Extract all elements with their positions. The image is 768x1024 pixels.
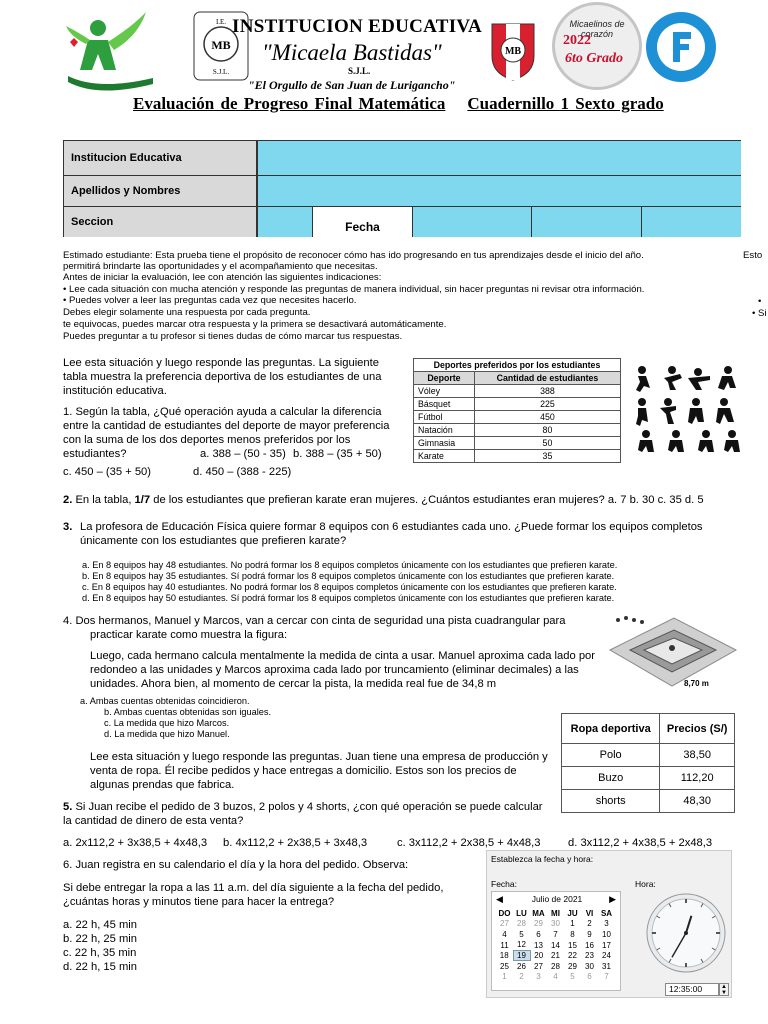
calendar-week <box>496 940 615 951</box>
sports-col-sport: Deporte <box>414 372 475 385</box>
q3-number: 3. <box>63 521 73 533</box>
calendar-day[interactable]: 9 <box>587 929 592 939</box>
calendar-week <box>496 961 615 972</box>
calendar-day[interactable]: 21 <box>551 951 560 961</box>
intro-line-7: te equivocas, puedes marcar otra respuesta y la primera se desactivará automáticamente. <box>63 319 447 330</box>
sports-silhouettes-icon <box>632 362 742 452</box>
grade-badge <box>552 2 642 90</box>
sports-col-count: Cantidad de estudiantes <box>474 372 620 385</box>
seal-right-initials: MB <box>504 46 522 57</box>
calendar-day[interactable]: 11 <box>500 940 509 950</box>
seal-left-top: I.E. <box>215 18 227 26</box>
district-label: S.J.L. <box>348 66 371 76</box>
calendar-day-header: VI <box>585 908 594 918</box>
q4-text-1: 4. Dos hermanos, Manuel y Marcos, van a cercar con cinta de seguridad una pista cuadrangular para <box>63 615 566 627</box>
exam-title: Evaluación de Progreso Final Matemática Cuadernillo 1 Sexto grado <box>133 94 664 113</box>
intro-line-2: permitirá brindarte las oportunidades y el acompañamiento que necesitas. <box>63 261 378 272</box>
intro-line-5: • Puedes volver a leer las preguntas cada vez que necesites hacerlo. <box>63 295 357 306</box>
table-row: Vóley 388 <box>414 385 621 398</box>
seal-left-bottom: S.J.L. <box>212 68 230 76</box>
q3-option-d[interactable]: d. En 8 equipos hay 50 estudiantes. Sí podrá formar los 8 equipos completos únicamente con los estudiantes que prefieren karate. <box>82 593 615 603</box>
calendar-week <box>496 972 615 983</box>
q4-option-b[interactable]: b. Ambas cuentas obtenidas son iguales. <box>104 707 272 717</box>
calendar-day[interactable]: 3 <box>536 972 541 982</box>
prev-month-icon[interactable]: ◀ <box>496 894 503 904</box>
calendar-day[interactable]: 30 <box>551 919 560 929</box>
calendar-day[interactable]: 17 <box>602 940 611 950</box>
institution-heading: INSTITUCION EDUCATIVA <box>232 16 483 37</box>
q1-option-a[interactable]: a. 388 – (50 - 35) <box>200 448 286 460</box>
price-col-price: Precios (S/) <box>660 714 735 744</box>
calendar-day[interactable]: 16 <box>585 940 594 950</box>
calendar-day[interactable]: 14 <box>551 940 560 950</box>
q3-option-c[interactable]: c. En 8 equipos hay 40 estudiantes. No podrá formar los 8 equipos completos únicamente con los estudiantes que prefieren karate. <box>82 582 617 592</box>
karate-track-figure <box>604 610 740 690</box>
table-row: Fútbol 450 <box>414 411 621 424</box>
calendar-day[interactable]: 19 <box>513 950 530 961</box>
calendar-week <box>496 950 615 961</box>
intro-line-1: Estimado estudiante: Esta prueba tiene el propósito de reconocer cómo has ido progresando en tus aprendizajes desde el inicio del año. <box>63 250 644 261</box>
calendar-day[interactable]: 6 <box>536 929 541 939</box>
calendar-day[interactable]: 28 <box>551 961 560 971</box>
q3-option-b[interactable]: b. En 8 equipos hay 35 estudiantes. Sí podrá formar los 8 equipos completos únicamente con los estudiantes que prefieren karate. <box>82 571 615 581</box>
q4-text-3: Luego, cada hermano calcula mentalmente la medida de cinta a usar. Manuel aproxima cada lado por redondeo a las unidades y Marcos aproxima cada lado por truncamiento (eliminar decimales) a las unidades. Ahora bien, al momento de cercar la pista, la medida real fue de 34,8 m <box>90 650 595 690</box>
calendar-day[interactable]: 3 <box>604 919 609 929</box>
q5-option-b[interactable]: b. 4x112,2 + 2x38,5 + 3x48,3 <box>223 837 368 849</box>
q1-option-d[interactable]: d. 450 – (388 - 225) <box>193 466 292 478</box>
calendar-day-header: LU <box>516 908 527 918</box>
calendar-day[interactable]: 24 <box>602 951 611 961</box>
calendar-day[interactable]: 4 <box>553 972 558 982</box>
school-seal-right <box>488 20 538 82</box>
names-input[interactable] <box>257 176 741 206</box>
q6-option-d[interactable]: d. 22 h, 15 min <box>63 961 138 973</box>
table-row: Gimnasia 50 <box>414 437 621 450</box>
calendar-day[interactable]: 29 <box>568 961 577 971</box>
seal-left-initials: MB <box>211 38 231 52</box>
calendar-day[interactable]: 28 <box>517 919 526 929</box>
calendar-day-header: MI <box>551 908 560 918</box>
date-month-input[interactable] <box>531 207 641 237</box>
calendar-day[interactable]: 31 <box>602 961 611 971</box>
q4-option-c[interactable]: c. La medida que hizo Marcos. <box>104 718 230 728</box>
q4-text-2: practicar karate como muestra la figura: <box>90 629 288 641</box>
intro-line-1-tail: Esto <box>743 250 763 261</box>
school-motto: "El Orgullo de San Juan de Lurigancho" <box>248 78 456 92</box>
calendar-day-header: DO <box>498 908 511 918</box>
calendar-day[interactable]: 5 <box>519 929 524 939</box>
situation-2-text: Lee esta situación y luego responde las preguntas. Juan tiene una empresa de producción y venta de ropa. Él recibe pedidos y hace entregas a domicilio. Estos son los precios de algunas prendas que fabrica. <box>90 751 548 791</box>
situation-1-text: Lee esta situación y luego responde las preguntas. La siguiente tabla muestra la preferencia deportiva de los estudiantes de una institución educativa. <box>63 357 382 397</box>
calendar-day-header: JU <box>567 908 578 918</box>
intro-line-4: • Lee cada situación con mucha atención y responde las preguntas de manera individual, sin hacer preguntas ni revisar otra información. <box>63 284 645 295</box>
intro-bullet-b: • Si <box>752 308 767 319</box>
sports-table <box>413 358 621 463</box>
time-label-cal: Hora: <box>635 879 656 889</box>
q1-text: 1. Según la tabla, ¿Qué operación ayuda a calcular la diferencia entre la cantidad de estudiantes del deporte de mayor preferencia con la suma de los dos deportes menos preferidos por los estudiantes? <box>63 406 390 460</box>
calendar-day[interactable]: 8 <box>570 929 575 939</box>
institution-input[interactable] <box>257 141 741 175</box>
calendar-widget <box>491 891 621 991</box>
q6-option-c[interactable]: c. 22 h, 35 min <box>63 947 137 959</box>
date-year-input[interactable] <box>641 207 741 237</box>
calendar-grid <box>496 908 616 982</box>
price-col-item: Ropa deportiva <box>562 714 660 744</box>
q5-option-d[interactable]: d. 3x112,2 + 4x38,5 + 2x48,3 <box>568 837 713 849</box>
calendar-week <box>496 919 615 930</box>
section-input[interactable] <box>257 207 312 237</box>
q1-option-b[interactable]: b. 388 – (35 + 50) <box>293 448 382 460</box>
badge-line1: Micaelinos de corazón <box>569 19 625 39</box>
calendar-day[interactable]: 15 <box>568 940 577 950</box>
intro-bullet-a: • <box>758 296 762 307</box>
school-name: "Micaela Bastidas" <box>262 40 442 65</box>
calendar-day[interactable]: 7 <box>553 929 558 939</box>
calendar-day[interactable]: 2 <box>519 972 524 982</box>
date-time-window <box>486 850 732 998</box>
q6-option-b[interactable]: b. 22 h, 25 min <box>63 933 138 945</box>
q1-option-c[interactable]: c. 450 – (35 + 50) <box>63 466 152 478</box>
price-table <box>561 713 735 813</box>
calendar-day[interactable]: 6 <box>587 972 592 982</box>
calendar-day[interactable]: 18 <box>499 951 509 961</box>
calendar-day[interactable]: 27 <box>534 961 543 971</box>
table-row: Buzo 112,20 <box>562 767 735 790</box>
badge-grade: 6to Grado <box>565 51 623 66</box>
calendar-day-header: MA <box>532 908 545 918</box>
section-label: Seccion <box>64 207 257 237</box>
badge-year: 2022 <box>563 33 591 48</box>
calendar-day-header: SA <box>600 908 613 918</box>
q6-text-2: Si debe entregar la ropa a las 11 a.m. del día siguiente a la fecha del pedido, ¿cuántas horas y minutos tiene para hacer la entrega? <box>63 882 444 908</box>
q3-text: La profesora de Educación Física quiere formar 8 equipos con 6 estudiantes cada uno. ¿Puede formar los equipos completos únicamente con los estudiantes que prefieren karate? <box>80 521 703 547</box>
q5-option-c[interactable]: c. 3x112,2 + 2x38,5 + 4x48,3 <box>397 837 541 849</box>
time-spinner-icon[interactable]: ▲ ▼ <box>719 983 729 996</box>
table-row: Polo 38,50 <box>562 744 735 767</box>
calendar-day[interactable]: 12 <box>517 940 526 950</box>
calendar-day[interactable]: 30 <box>585 961 594 971</box>
analog-clock <box>643 891 729 975</box>
table-row: shorts 48,30 <box>562 790 735 813</box>
q4-option-d[interactable]: d. La medida que hizo Manuel. <box>104 729 230 739</box>
calendar-day[interactable]: 29 <box>534 919 543 929</box>
calendar-day[interactable]: 10 <box>602 929 611 939</box>
student-info-table <box>63 140 741 237</box>
time-input[interactable]: 12:35:00 <box>665 983 719 996</box>
q5-option-a[interactable]: a. 2x112,2 + 3x38,5 + 4x48,3 <box>63 837 208 849</box>
q6-text-1: 6. Juan registra en su calendario el día y la hora del pedido. Observa: <box>63 859 409 871</box>
calendar-day[interactable]: 27 <box>500 919 509 929</box>
calendar-day[interactable]: 1 <box>502 972 507 982</box>
calendar-day[interactable]: 13 <box>534 940 543 950</box>
q6-option-a[interactable]: a. 22 h, 45 min <box>63 919 138 931</box>
calendar-day[interactable]: 25 <box>500 961 509 971</box>
calendar-day[interactable]: 22 <box>568 951 577 961</box>
date-label: Fecha <box>312 207 412 237</box>
calendar-day[interactable]: 20 <box>534 951 544 961</box>
intro-line-8: Puedes preguntar a tu profesor si tienes dudas de cómo marcar tus respuestas. <box>63 331 403 342</box>
names-label: Apellidos y Nombres <box>64 176 257 206</box>
table-row: Karate 35 <box>414 450 621 463</box>
calendar-day[interactable]: 23 <box>585 951 594 961</box>
institution-label: Institucion Educativa <box>64 141 257 175</box>
calendar-day[interactable]: 1 <box>570 919 575 929</box>
intro-line-6: Debes elegir solamente una respuesta por cada pregunta. <box>63 307 311 318</box>
q4-option-a[interactable]: a. Ambas cuentas obtenidas coincidieron. <box>80 696 250 706</box>
school-logo-tree <box>58 6 162 94</box>
q2-text: 2. En la tabla, 1/7 de los estudiantes que prefieran karate eran mujeres. ¿Cuántos estudiantes eran mujeres? a. 7 b. 30 c. 35 d. 5 <box>63 494 704 506</box>
q2-fraction: 1/7 <box>134 494 151 506</box>
next-month-icon[interactable]: ▶ <box>609 894 616 904</box>
sports-table-caption: Deportes preferidos por los estudiantes <box>414 359 621 372</box>
q3-option-a[interactable]: a. En 8 equipos hay 48 estudiantes. No podrá formar los 8 equipos completos únicamente con los estudiantes que prefieren karate. <box>82 560 618 570</box>
calendar-day[interactable]: 4 <box>502 929 507 939</box>
calendar-day[interactable]: 2 <box>587 919 592 929</box>
calendar-day[interactable]: 7 <box>604 972 609 982</box>
calendar-month: Julio de 2021 <box>531 894 583 904</box>
date-day-input[interactable] <box>412 207 531 237</box>
f-logo-icon <box>646 12 716 82</box>
table-row: Natación 80 <box>414 424 621 437</box>
calendar-day[interactable]: 26 <box>517 962 526 972</box>
track-measure-label: 8,70 m <box>684 679 709 688</box>
datetime-window-title: Establezca la fecha y hora: <box>491 854 594 864</box>
table-row: Básquet 225 <box>414 398 621 411</box>
calendar-week <box>496 929 615 940</box>
date-label-cal: Fecha: <box>491 879 517 889</box>
intro-line-3: Antes de iniciar la evaluación, lee con atención las siguientes indicaciones: <box>63 272 382 283</box>
calendar-day[interactable]: 5 <box>570 972 575 982</box>
q5-text: 5. Si Juan recibe el pedido de 3 buzos, 2 polos y 4 shorts, ¿con qué operación se puede calcular la cantidad de dinero de esta venta? <box>63 801 543 827</box>
